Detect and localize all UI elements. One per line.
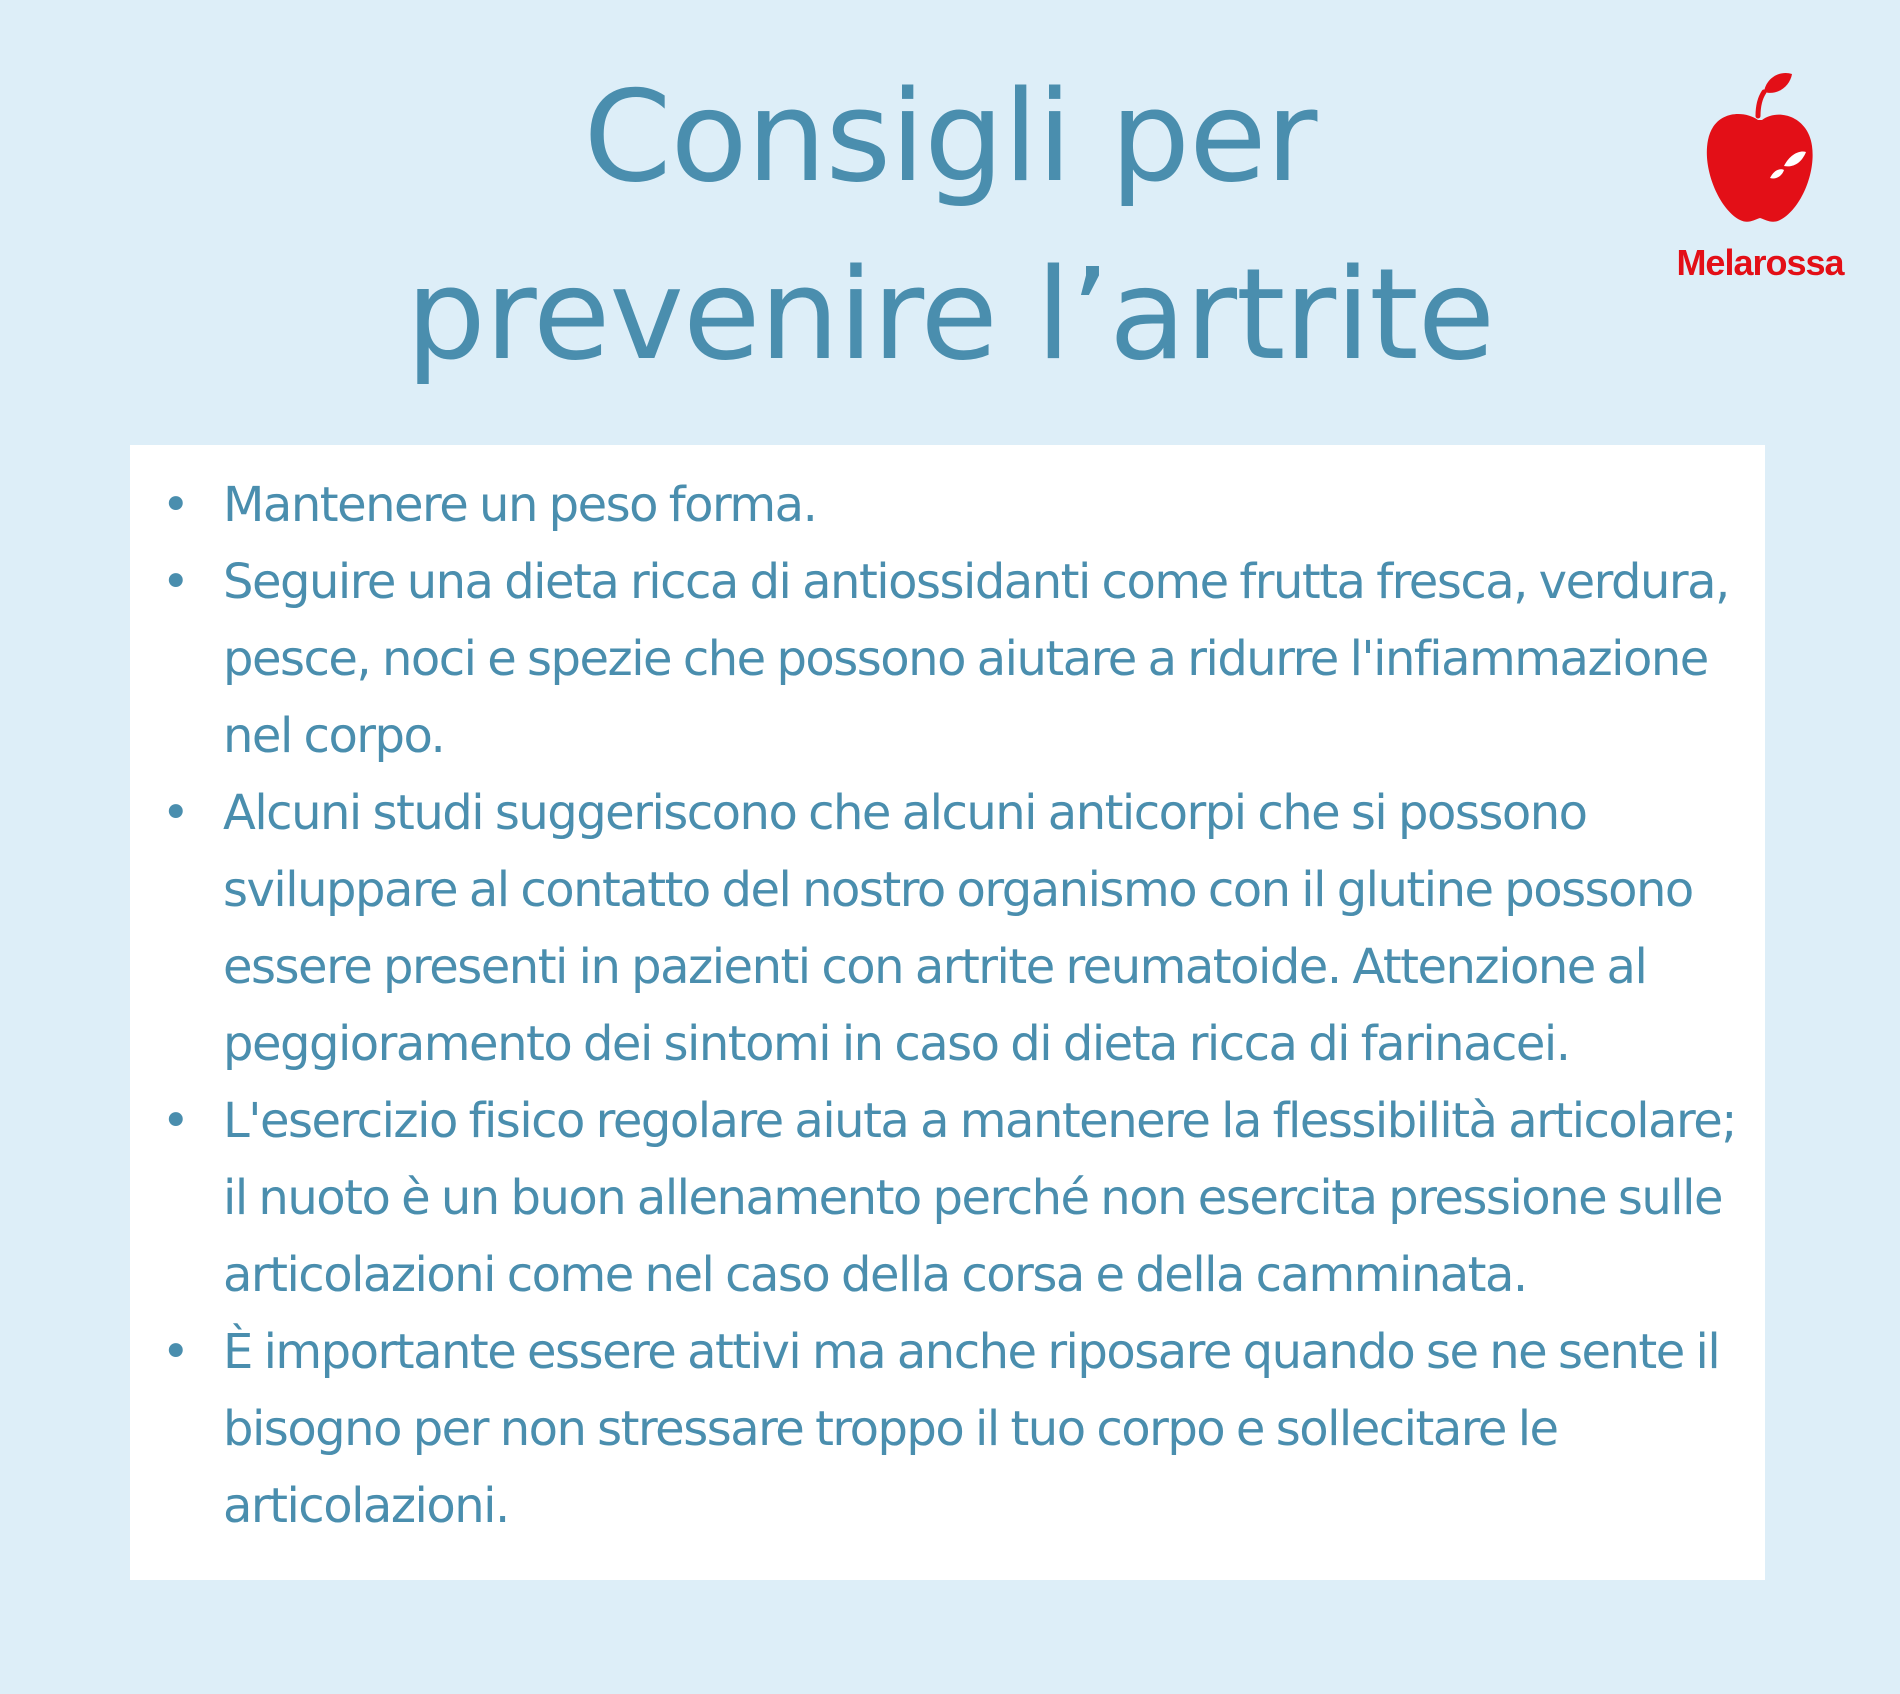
bullet-icon: •	[161, 554, 189, 610]
list-item	[155, 1083, 1750, 1314]
tips-list	[155, 467, 1750, 1545]
title-line-1: Consigli per	[583, 63, 1317, 210]
tip-text: Alcuni studi suggeriscono che alcuni anticorpi che si possono sviluppare al contatto del nostro organismo con il glutine possono essere presenti in pazienti con artrite reumatoide. Attenzione al peggioramento dei sintomi in caso di dieta ricca di farinacei.	[223, 785, 1693, 1072]
tips-card	[130, 445, 1765, 1580]
bullet-icon: •	[161, 477, 189, 533]
page-title	[300, 48, 1600, 404]
list-item	[155, 467, 1750, 544]
list-item	[155, 1314, 1750, 1545]
tip-text: Seguire una dieta ricca di antiossidanti come frutta fresca, verdura, pesce, noci e spezie che possono aiutare a ridurre l'infiammazione nel corpo.	[223, 554, 1729, 764]
bullet-icon: •	[161, 1324, 189, 1380]
bullet-icon: •	[161, 785, 189, 841]
tip-text: Mantenere un peso forma.	[223, 477, 817, 533]
list-item	[155, 544, 1750, 775]
logo-text: Melarossa	[1676, 242, 1844, 283]
tip-text: L'esercizio fisico regolare aiuta a mantenere la flessibilità articolare; il nuoto è un buon allenamento perché non esercita pressione sulle articolazioni come nel caso della corsa e della camminata.	[223, 1093, 1736, 1303]
tip-text: È importante essere attivi ma anche riposare quando se ne sente il bisogno per non stressare troppo il tuo corpo e sollecitare le articolazioni.	[223, 1324, 1720, 1534]
melarossa-logo	[1660, 70, 1860, 290]
bullet-icon: •	[161, 1093, 189, 1149]
list-item	[155, 775, 1750, 1083]
title-line-2: prevenire l’artrite	[405, 241, 1495, 388]
apple-icon	[1700, 70, 1820, 230]
